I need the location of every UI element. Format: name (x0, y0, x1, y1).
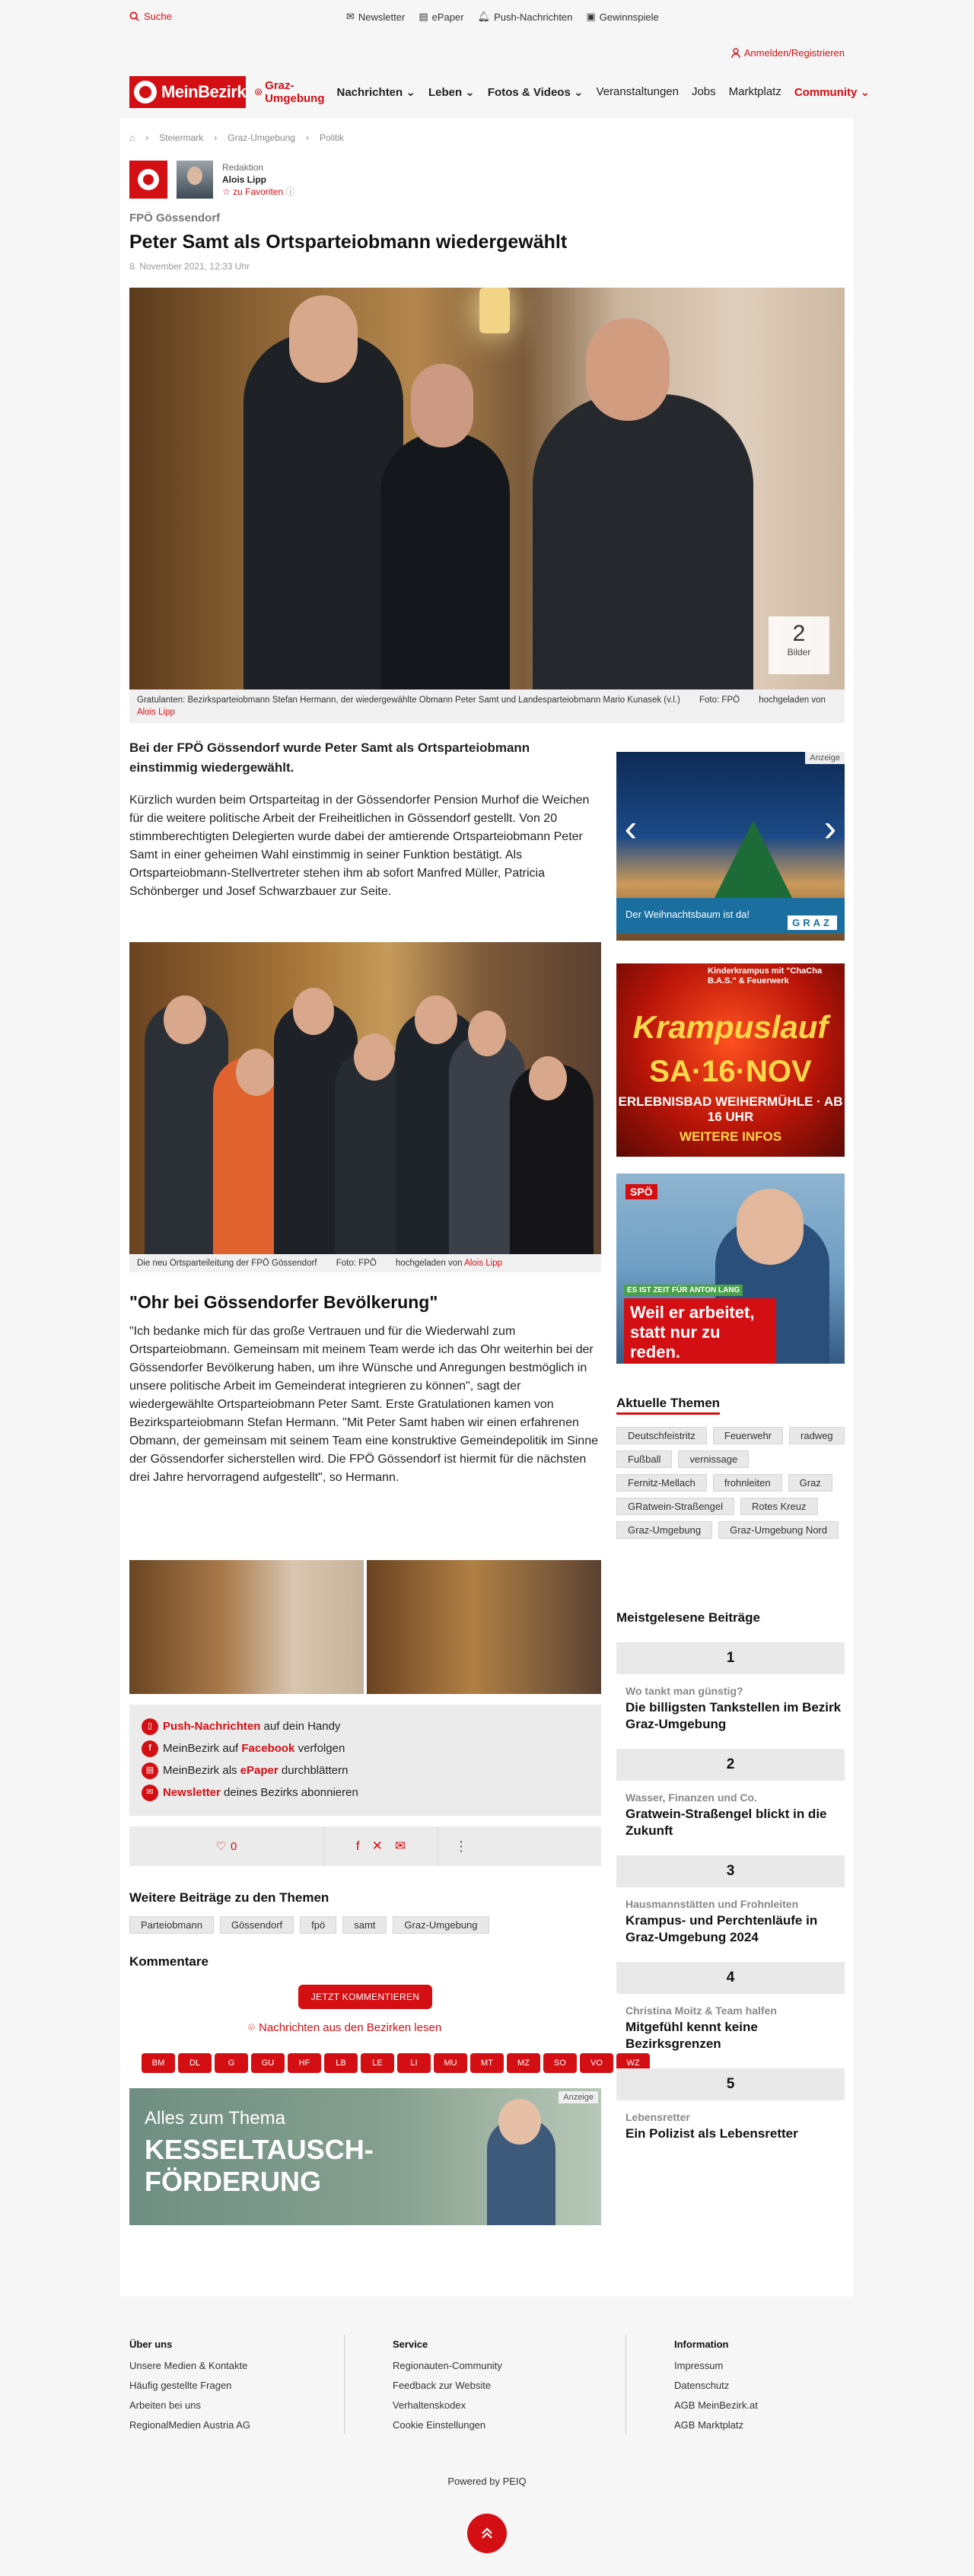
nav-item-jobs[interactable]: Jobs (691, 85, 716, 98)
most-read-item[interactable] (616, 2068, 845, 2142)
promo-box (129, 1705, 601, 1816)
nav-item-leben[interactable]: Leben ⌄ (428, 86, 475, 99)
ad-label: Anzeige (559, 2091, 598, 2103)
district-button[interactable]: SO (543, 2053, 577, 2073)
district-button[interactable]: DL (178, 2053, 212, 2073)
newsletter-label: Newsletter (358, 11, 406, 23)
newspaper-icon: ▤ (419, 11, 428, 22)
topic-tag[interactable]: Parteiobmann (129, 1916, 214, 1934)
user-icon (731, 48, 740, 58)
push-label: Push-Nachrichten (494, 11, 573, 23)
most-read-headline: Die billigsten Tankstellen im Bezirk Graz-Umgebung (625, 1700, 842, 1731)
breadcrumb-sep-icon: › (145, 132, 149, 143)
topic-tags (129, 1916, 489, 1934)
hero-uploader-link[interactable]: Alois Lipp (137, 708, 175, 717)
district-buttons (142, 2053, 650, 2073)
epaper-link[interactable] (419, 11, 463, 23)
article-image[interactable] (129, 942, 601, 1254)
district-button[interactable]: GU (251, 2053, 285, 2073)
most-read-headline: Gratwein-Straßengel blickt in die Zukunft (625, 1807, 827, 1838)
district-button[interactable]: G (215, 2053, 248, 2073)
article-paragraph: "Ich bedanke mich für das große Vertrauen und für die Wiederwahl zum Ortsparteiobmann. Gemeinsam mit meinem Team werde ich das Ohr weiterhin bei der Gössendorfer Bevölkerung haben, um ihre Wünsche und Anregungen bestmöglich in unsere politische Arbeit im Gemeinderat integrieren zu können", sagt der wiedergewählte Ortsparteiobmann Peter Samt. Erste Gratulationen kamen von Bezirksparteiobmann Stefan Hermann. "Mit Peter Samt haben wir einen erfahrenen Obmann, der gemeinsam mit seinem Team eine konstruktive Gemeindepolitik im Sinne der Gössendorfer sicherstellen wird. Die FPÖ Gössendorf ist hiermit für die nächsten drei Jahre hervorragend aufgestellt", so Hermann. (129, 1325, 598, 1484)
ad-slogan: Weil er arbeitet, statt nur zu reden. (624, 1298, 776, 1364)
most-read-headline: Ein Polizist als Lebensretter (625, 2126, 798, 2141)
advertisement-graz[interactable] (616, 752, 845, 941)
district-button[interactable]: MU (434, 2053, 467, 2073)
search-icon (129, 11, 139, 21)
epaper-icon: ▤ (142, 1762, 158, 1779)
search-link[interactable] (129, 11, 172, 22)
breadcrumb-item[interactable]: Politik (319, 132, 344, 143)
rank-number: 4 (616, 1962, 845, 1994)
share-buttons (324, 1826, 438, 1866)
most-read-headline: Krampus- und Perchtenläufe in Graz-Umgebung 2024 (625, 1913, 818, 1944)
ad-location: ERLEBNISBAD WEIHERMÜHLE · AB 16 UHR (618, 1094, 843, 1124)
footer-link[interactable]: Verhaltenskodex (393, 2399, 466, 2411)
footer-link[interactable]: Regionauten-Community (393, 2360, 502, 2371)
article-subheading: "Ohr bei Gössendorfer Bevölkerung" (129, 1292, 438, 1312)
footer-link[interactable]: Unsere Medien & Kontakte (129, 2360, 248, 2371)
newsletter-link[interactable] (346, 11, 405, 23)
logo-mark-icon (134, 81, 157, 103)
topic-tag[interactable]: Gössendorf (220, 1916, 294, 1934)
current-topic-tag[interactable]: radweg (789, 1427, 845, 1444)
hero-caption-text: Gratulanten: Bezirksparteiobmann Stefan Hermann, der wiedergewählte Obmann Peter Samt und Landesparteiobmann Mario Kunasek (v.l.) (137, 696, 680, 705)
footer-divider (344, 2335, 345, 2434)
article-kicker: FPÖ Gössendorf (129, 212, 221, 224)
current-topic-tag[interactable]: Feuerwehr (713, 1427, 783, 1444)
ad-top-text: Kinderkrampus mit "ChaCha B.A.S." & Feuerwerk (708, 966, 823, 986)
gift-icon: ▣ (586, 11, 596, 22)
footer-link[interactable]: Cookie Einstellungen (393, 2419, 486, 2431)
footer-heading: Information (674, 2339, 729, 2350)
carousel-prev-icon[interactable]: ‹ (624, 807, 638, 849)
image-caption-text: Die neu Ortsparteileitung der FPÖ Gössendorf (137, 1259, 317, 1268)
star-icon: ☆ (222, 186, 231, 197)
scroll-to-top-button[interactable] (467, 2514, 507, 2553)
push-link[interactable] (478, 11, 573, 23)
login-link[interactable] (731, 47, 845, 59)
footer-link[interactable]: Häufig gestellte Fragen (129, 2380, 232, 2391)
utility-bar (129, 9, 845, 26)
current-topic-tag[interactable]: Graz (788, 1474, 832, 1492)
ad-date: SA·16·NOV (649, 1055, 812, 1088)
most-read-kicker: Christina Moitz & Team halfen (625, 2004, 777, 2017)
region-label: Graz-Umgebung (265, 79, 325, 105)
footer-column-service (393, 2335, 502, 2435)
utility-links (346, 11, 659, 23)
gallery-thumbnail[interactable] (367, 1560, 601, 1694)
current-topic-tag[interactable]: vernissage (678, 1450, 749, 1468)
district-button[interactable]: VO (580, 2053, 613, 2073)
most-read-title: Meistgelesene Beiträge (616, 1610, 760, 1625)
location-pin-icon: ⌾ (255, 85, 263, 99)
author-name[interactable]: Alois Lipp (222, 174, 266, 185)
publisher-logo (129, 161, 167, 199)
like-button[interactable] (129, 1826, 324, 1866)
footer-link[interactable]: RegionalMedien Austria AG (129, 2419, 250, 2431)
add-favorite-button[interactable]: ☆ zu Favoriten ⓘ (222, 186, 295, 197)
rank-number: 5 (616, 2068, 845, 2100)
region-selector[interactable] (255, 79, 324, 105)
info-icon[interactable]: ⓘ (285, 186, 295, 197)
author-meta (222, 161, 295, 198)
district-button[interactable]: WZ (616, 2053, 650, 2073)
advertisement-kesseltausch[interactable] (129, 2088, 601, 2225)
breadcrumb-item[interactable]: Graz-Umgebung (228, 132, 295, 143)
phone-icon: ▯ (142, 1718, 158, 1735)
powered-by[interactable]: Powered by PEIQ (447, 2476, 527, 2487)
current-topic-tag[interactable]: GRatwein-Straßengel (616, 1498, 734, 1515)
like-count: 0 (231, 1839, 237, 1853)
image-uploader-link[interactable]: Alois Lipp (464, 1259, 503, 1268)
author-box (129, 158, 295, 201)
x-share-icon[interactable]: ✕ (371, 1839, 383, 1853)
current-topic-tag[interactable]: Fernitz-Mellach (616, 1474, 707, 1492)
author-role: Redaktion (222, 162, 264, 173)
carousel-next-icon[interactable]: › (823, 807, 837, 849)
footer-link[interactable]: AGB Marktplatz (674, 2419, 744, 2431)
ad-label: Anzeige (805, 752, 845, 764)
ad-text: Der Weihnachtsbaum ist da! (616, 898, 845, 933)
nav-links (337, 85, 871, 99)
advertisement-spo[interactable] (616, 1173, 845, 1364)
breadcrumb-item[interactable]: Steiermark (159, 132, 204, 143)
footer-link[interactable]: Impressum (674, 2360, 724, 2371)
ad-title: Krampuslauf (632, 1009, 829, 1045)
ad-subtitle: Alles zum Thema (145, 2108, 285, 2129)
breadcrumb (129, 132, 344, 143)
author-avatar[interactable] (177, 161, 213, 199)
topics-title: Weitere Beiträge zu den Themen (129, 1890, 329, 1905)
chevron-up-icon (479, 2525, 495, 2542)
main-nav (129, 76, 871, 108)
district-button[interactable]: MT (470, 2053, 504, 2073)
location-pin-icon: ⌾ (248, 2021, 256, 2034)
comments-title: Kommentare (129, 1954, 208, 1969)
district-button[interactable]: LE (361, 2053, 394, 2073)
email-share-icon[interactable]: ✉ (394, 1839, 406, 1853)
gallery-thumbnail[interactable] (129, 1560, 364, 1694)
nav-item-marktplatz[interactable]: Marktplatz (728, 85, 781, 98)
current-topics-title: Aktuelle Themen (616, 1396, 720, 1415)
article-actions (129, 1826, 601, 1866)
article-image-caption (129, 1254, 601, 1272)
ad-strap: ES IST ZEIT FÜR ANTON LANG (624, 1285, 743, 1296)
current-topic-tag[interactable]: Graz-Umgebung (616, 1521, 712, 1539)
breadcrumb-sep-icon: › (305, 132, 309, 143)
gallery-count: 2 (792, 621, 806, 646)
current-topic-tag[interactable]: frohnleiten (713, 1474, 782, 1492)
topic-tag[interactable]: samt (342, 1916, 387, 1934)
promo-facebook[interactable]: f MeinBezirk auf Facebook verfolgen (142, 1737, 589, 1759)
topic-tag[interactable]: Graz-Umgebung (393, 1916, 489, 1934)
ad-party: SPÖ (625, 1184, 657, 1199)
most-read-item[interactable] (616, 1855, 845, 1946)
gallery-count-label: Bilder (787, 647, 811, 658)
rank-number: 1 (616, 1642, 845, 1674)
login-label: Anmelden/Registrieren (743, 47, 845, 59)
breadcrumb-sep-icon: › (214, 132, 218, 143)
footer-column-about (129, 2335, 250, 2435)
advertisement-krampuslauf[interactable] (616, 963, 845, 1157)
current-topic-tag[interactable]: Deutschfeistritz (616, 1427, 707, 1444)
newsletter-icon: ✉ (142, 1785, 158, 1801)
ad-brand: GRAZ (788, 915, 837, 930)
footer-column-information (674, 2335, 758, 2435)
article-paragraph: Kürzlich wurden beim Ortsparteitag in der Gössendorfer Pension Murhof die Weichen für die weitere politische Arbeit der Freiheitlichen in Gössendorf gestellt. Von 20 stimmberechtigten Delegierten wurde dabei der amtierende Ortsparteiobmann Peter Samt in einer geheimen Wahl einstimmig in seiner Funktion bestätigt. Als Ortsparteiobmann-Stellvertreter stehen ihm ab sofort Manfred Müller, Patricia Schönberger und Josef Schwarzbauer zur Seite. (129, 794, 590, 898)
nav-item-nachrichten[interactable]: Nachrichten ⌄ (336, 86, 415, 99)
epaper-label: ePaper (431, 11, 464, 23)
district-button[interactable]: MZ (507, 2053, 540, 2073)
district-button[interactable]: LI (397, 2053, 431, 2073)
nav-item-community[interactable]: Community ⌄ (794, 86, 871, 99)
current-topic-tag[interactable]: Fußball (616, 1450, 672, 1468)
article-title: Peter Samt als Ortsparteiobmann wiedergewählt (129, 231, 568, 253)
site-logo[interactable] (129, 76, 246, 108)
footer-link[interactable]: Datenschutz (674, 2380, 730, 2391)
rank-number: 3 (616, 1855, 845, 1887)
mail-icon: ✉ (346, 11, 355, 22)
ad-more: WEITERE INFOS (679, 1129, 782, 1144)
current-topic-tags (616, 1427, 845, 1539)
topic-tag[interactable]: fpö (300, 1916, 336, 1934)
most-read-kicker: Wo tankt man günstig? (625, 1685, 743, 1697)
bell-icon: 🔔︎ (477, 11, 491, 22)
district-button[interactable]: LB (324, 2053, 358, 2073)
gewinnspiele-label: Gewinnspiele (599, 11, 659, 23)
district-button[interactable]: HF (288, 2053, 321, 2073)
promo-epaper[interactable]: ▤ MeinBezirk als ePaper durchblättern (142, 1759, 589, 1782)
hero-uploaded-label: hochgeladen von (759, 696, 826, 705)
current-topic-tag[interactable]: Rotes Kreuz (740, 1498, 818, 1515)
hero-caption (129, 689, 845, 723)
footer-link[interactable]: Arbeiten bei uns (129, 2399, 201, 2411)
promo-push[interactable]: ▯ Push-Nachrichten auf dein Handy (142, 1715, 589, 1737)
footer-link[interactable]: Feedback zur Website (393, 2380, 492, 2391)
logo-text: MeinBezirk (161, 82, 247, 101)
current-topic-tag[interactable]: Graz-Umgebung Nord (718, 1521, 839, 1539)
footer-heading: Service (393, 2339, 428, 2350)
facebook-share-icon[interactable]: f (355, 1839, 360, 1853)
district-button[interactable]: BM (142, 2053, 175, 2073)
ad-title: KESSELTAUSCH-FÖRDERUNG (145, 2134, 374, 2197)
districts-link-label: Nachrichten aus den Bezirken lesen (259, 2021, 442, 2034)
home-icon[interactable]: ⌂ (129, 132, 135, 143)
more-options-icon[interactable]: ⋮ (454, 1838, 468, 1854)
most-read-item[interactable] (616, 1642, 845, 1733)
footer-heading: Über uns (129, 2339, 173, 2350)
article-lead: Bei der FPÖ Gössendorf wurde Peter Samt als Ortsparteiobmann einstimmig wiedergewählt. (129, 740, 530, 775)
nav-item-veranstaltungen[interactable]: Veranstaltungen (596, 85, 679, 98)
gallery-count-badge[interactable] (769, 616, 829, 674)
hero-image[interactable] (129, 288, 845, 689)
heart-icon: ♡ (215, 1840, 227, 1853)
image-photo-credit: Foto: FPÖ (336, 1259, 377, 1268)
most-read-item[interactable] (616, 1962, 845, 2052)
image-uploaded-label: hochgeladen von (395, 1259, 463, 1268)
write-comment-button[interactable]: JETZT KOMMENTIEREN (298, 1985, 432, 2009)
rank-number: 2 (616, 1749, 845, 1781)
districts-link[interactable] (248, 2021, 441, 2034)
footer-divider (625, 2335, 626, 2434)
promo-newsletter[interactable]: ✉ Newsletter deines Bezirks abonnieren (142, 1782, 589, 1804)
most-read-item[interactable] (616, 1749, 845, 1839)
search-label: Suche (144, 11, 172, 22)
hero-photo-credit: Foto: FPÖ (699, 696, 740, 705)
facebook-icon: f (142, 1740, 158, 1757)
most-read-kicker: Hausmannstätten und Frohnleiten (625, 1898, 799, 1910)
footer-link[interactable]: AGB MeinBezirk.at (674, 2399, 758, 2411)
gallery-thumbnails (129, 1560, 601, 1694)
most-read-kicker: Lebensretter (625, 2111, 690, 2123)
article-date: 8. November 2021, 12:33 Uhr (129, 261, 250, 272)
nav-item-fotos-videos[interactable]: Fotos & Videos ⌄ (487, 86, 584, 99)
gewinnspiele-link[interactable] (586, 11, 658, 23)
most-read-kicker: Wasser, Finanzen und Co. (625, 1791, 757, 1804)
most-read-headline: Mitgefühl kennt keine Bezirksgrenzen (625, 2020, 758, 2051)
